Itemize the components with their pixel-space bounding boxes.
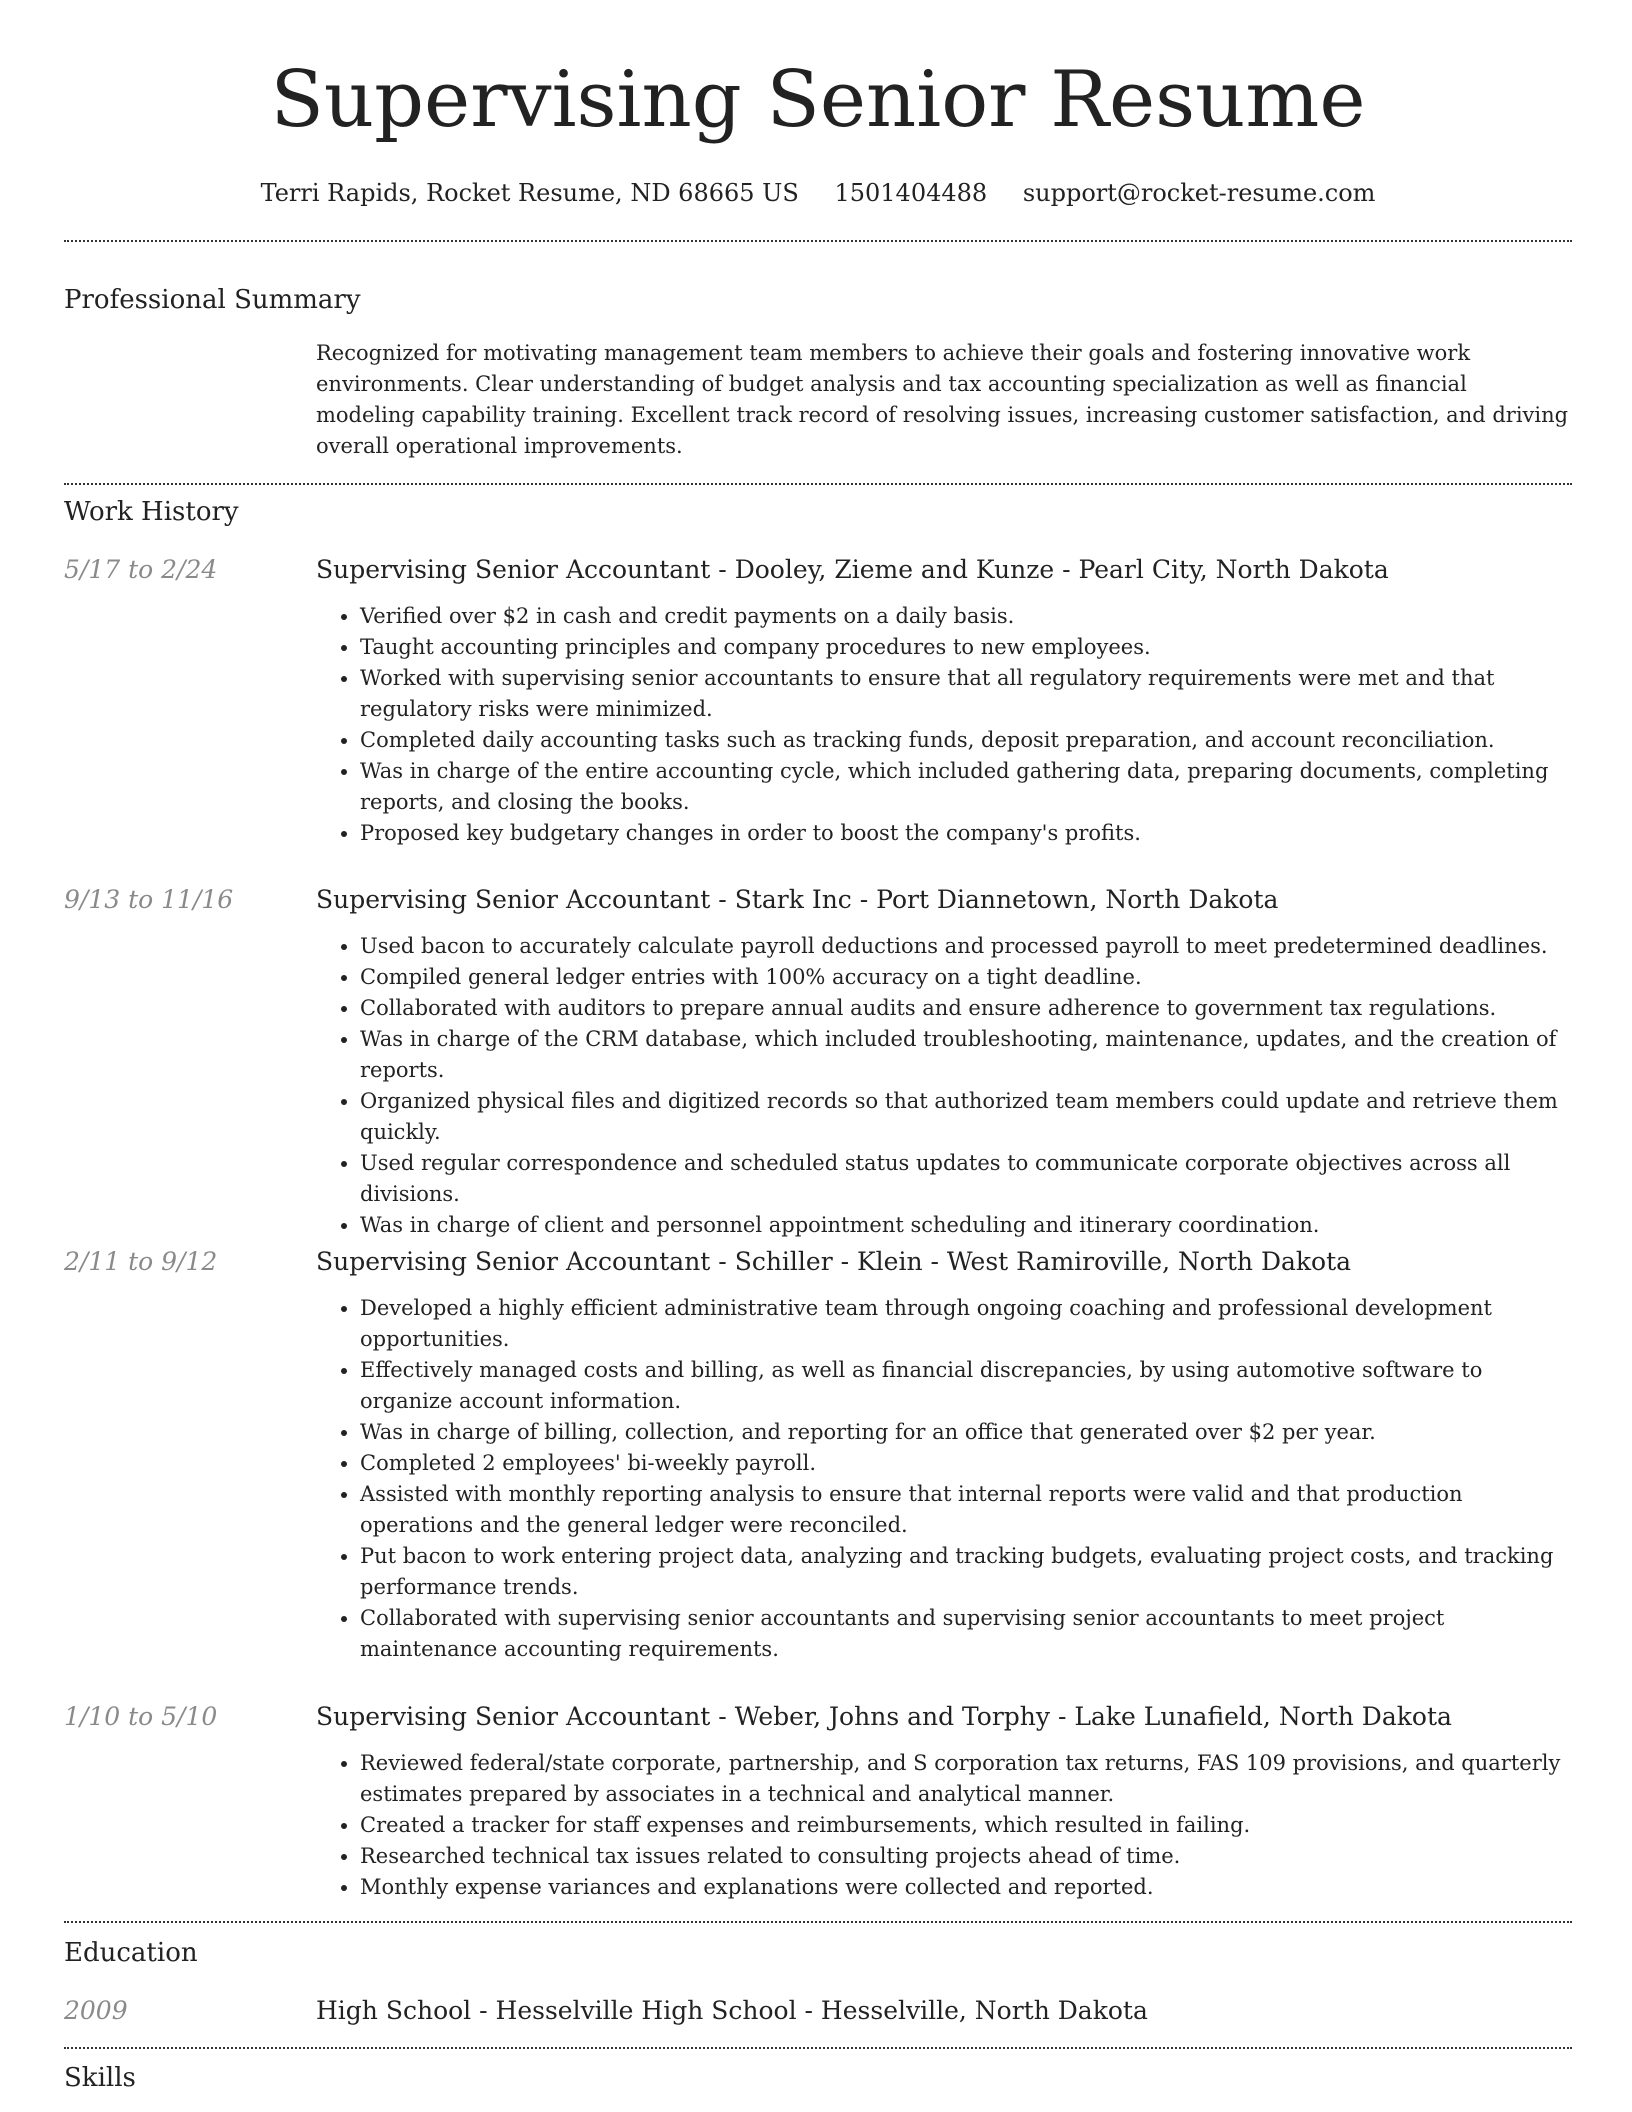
job-title: Supervising Senior Accountant - Stark Inc - Port Diannetown, North Dakota — [316, 885, 1279, 914]
job-bullet: • Collaborated with auditors to prepare annual audits and ensure adherence to government tax regulations. — [360, 993, 1572, 1024]
job-bullet: • Was in charge of client and personnel appointment scheduling and itinerary coordination. — [360, 1210, 1572, 1241]
job-title: Supervising Senior Accountant - Dooley, Zieme and Kunze - Pearl City, North Dakota — [316, 555, 1389, 584]
job-bullet: • Completed daily accounting tasks such as tracking funds, deposit preparation, and account reconciliation. — [360, 725, 1572, 756]
job-bullets — [316, 1293, 1572, 1665]
job-bullet: • Monthly expense variances and explanations were collected and reported. — [360, 1872, 1572, 1903]
job-bullet: • Created a tracker for staff expenses and reimbursements, which resulted in failing. — [360, 1810, 1572, 1841]
section-heading-education: Education — [64, 1938, 198, 1968]
job-bullet: • Used regular correspondence and scheduled status updates to communicate corporate objectives across all divisions. — [360, 1148, 1572, 1210]
job-bullet: • Put bacon to work entering project data, analyzing and tracking budgets, evaluating project costs, and tracking performance trends. — [360, 1541, 1572, 1603]
job-bullet: • Developed a highly efficient administrative team through ongoing coaching and professional development opportunities. — [360, 1293, 1572, 1355]
job-bullet: • Collaborated with supervising senior accountants and supervising senior accountants to meet project maintenance accounting requirements. — [360, 1603, 1572, 1665]
education-title: High School - Hesselville High School - Hesselville, North Dakota — [316, 1996, 1148, 2025]
job-bullet: • Worked with supervising senior accountants to ensure that all regulatory requirements were met and that regulatory risks were minimized. — [360, 663, 1572, 725]
page-title: Supervising Senior Resume — [270, 55, 1366, 145]
job-bullets — [316, 1748, 1572, 1903]
job-dates: 1/10 to 5/10 — [64, 1702, 218, 1731]
job-bullet: • Researched technical tax issues related to consulting projects ahead of time. — [360, 1841, 1572, 1872]
contact-email: support@rocket-resume.com — [1022, 179, 1376, 207]
education-year: 2009 — [64, 1996, 128, 2025]
summary-block — [64, 338, 1572, 462]
section-heading-work: Work History — [64, 497, 239, 527]
job-dates: 5/17 to 2/24 — [64, 555, 218, 584]
summary-divider — [64, 483, 1572, 485]
job-bullet: • Proposed key budgetary changes in order to boost the company's profits. — [360, 818, 1572, 849]
job-bullet: • Verified over $2 in cash and credit payments on a daily basis. — [360, 601, 1572, 632]
work-divider — [64, 1921, 1572, 1923]
education-entry — [64, 1994, 1572, 2028]
contact-phone: 1501404488 — [834, 179, 988, 207]
contact-line — [64, 176, 1572, 210]
job-entry — [64, 553, 1572, 849]
job-bullets — [316, 931, 1572, 1241]
job-bullet: • Was in charge of the entire accounting cycle, which included gathering data, preparing documents, completing reports, and closing the books. — [360, 756, 1572, 818]
summary-text: Recognized for motivating management team members to achieve their goals and fostering innovative work environments. Clear understanding of budget analysis and tax accounting specialization as well as financial modeling capability training. Excellent track record of resolving issues, increasing customer satisfaction, and driving overall operational improvements. — [316, 341, 1569, 458]
job-bullet: • Assisted with monthly reporting analysis to ensure that internal reports were valid and that production operations and the general ledger were reconciled. — [360, 1479, 1572, 1541]
job-title: Supervising Senior Accountant - Schiller - Klein - West Ramiroville, North Dakota — [316, 1247, 1352, 1276]
job-title: Supervising Senior Accountant - Weber, Johns and Torphy - Lake Lunafield, North Dakota — [316, 1702, 1452, 1731]
header-divider — [64, 240, 1572, 242]
job-entry — [64, 883, 1572, 1241]
job-bullet: • Was in charge of the CRM database, which included troubleshooting, maintenance, updates, and the creation of reports. — [360, 1024, 1572, 1086]
job-bullet: • Compiled general ledger entries with 100% accuracy on a tight deadline. — [360, 962, 1572, 993]
job-bullet: • Taught accounting principles and company procedures to new employees. — [360, 632, 1572, 663]
job-bullet: • Reviewed federal/state corporate, partnership, and S corporation tax returns, FAS 109 provisions, and quarterly estimates prepared by associates in a technical and analytical manner. — [360, 1748, 1572, 1810]
job-bullet: • Organized physical files and digitized records so that authorized team members could update and retrieve them quickly. — [360, 1086, 1572, 1148]
job-entry — [64, 1700, 1572, 1903]
job-bullet: • Was in charge of billing, collection, and reporting for an office that generated over $2 per year. — [360, 1417, 1572, 1448]
section-heading-skills: Skills — [64, 2063, 136, 2093]
job-dates: 2/11 to 9/12 — [64, 1247, 218, 1276]
job-bullet: • Effectively managed costs and billing, as well as financial discrepancies, by using automotive software to organize account information. — [360, 1355, 1572, 1417]
job-bullet: • Completed 2 employees' bi-weekly payroll. — [360, 1448, 1572, 1479]
job-dates: 9/13 to 11/16 — [64, 885, 234, 914]
contact-address: Terri Rapids, Rocket Resume, ND 68665 US — [260, 179, 799, 207]
resume-page — [64, 0, 1572, 2093]
job-bullets — [316, 601, 1572, 849]
education-divider — [64, 2047, 1572, 2049]
section-heading-summary: Professional Summary — [64, 285, 361, 315]
job-entry — [64, 1245, 1572, 1665]
job-bullet: • Used bacon to accurately calculate payroll deductions and processed payroll to meet predetermined deadlines. — [360, 931, 1572, 962]
